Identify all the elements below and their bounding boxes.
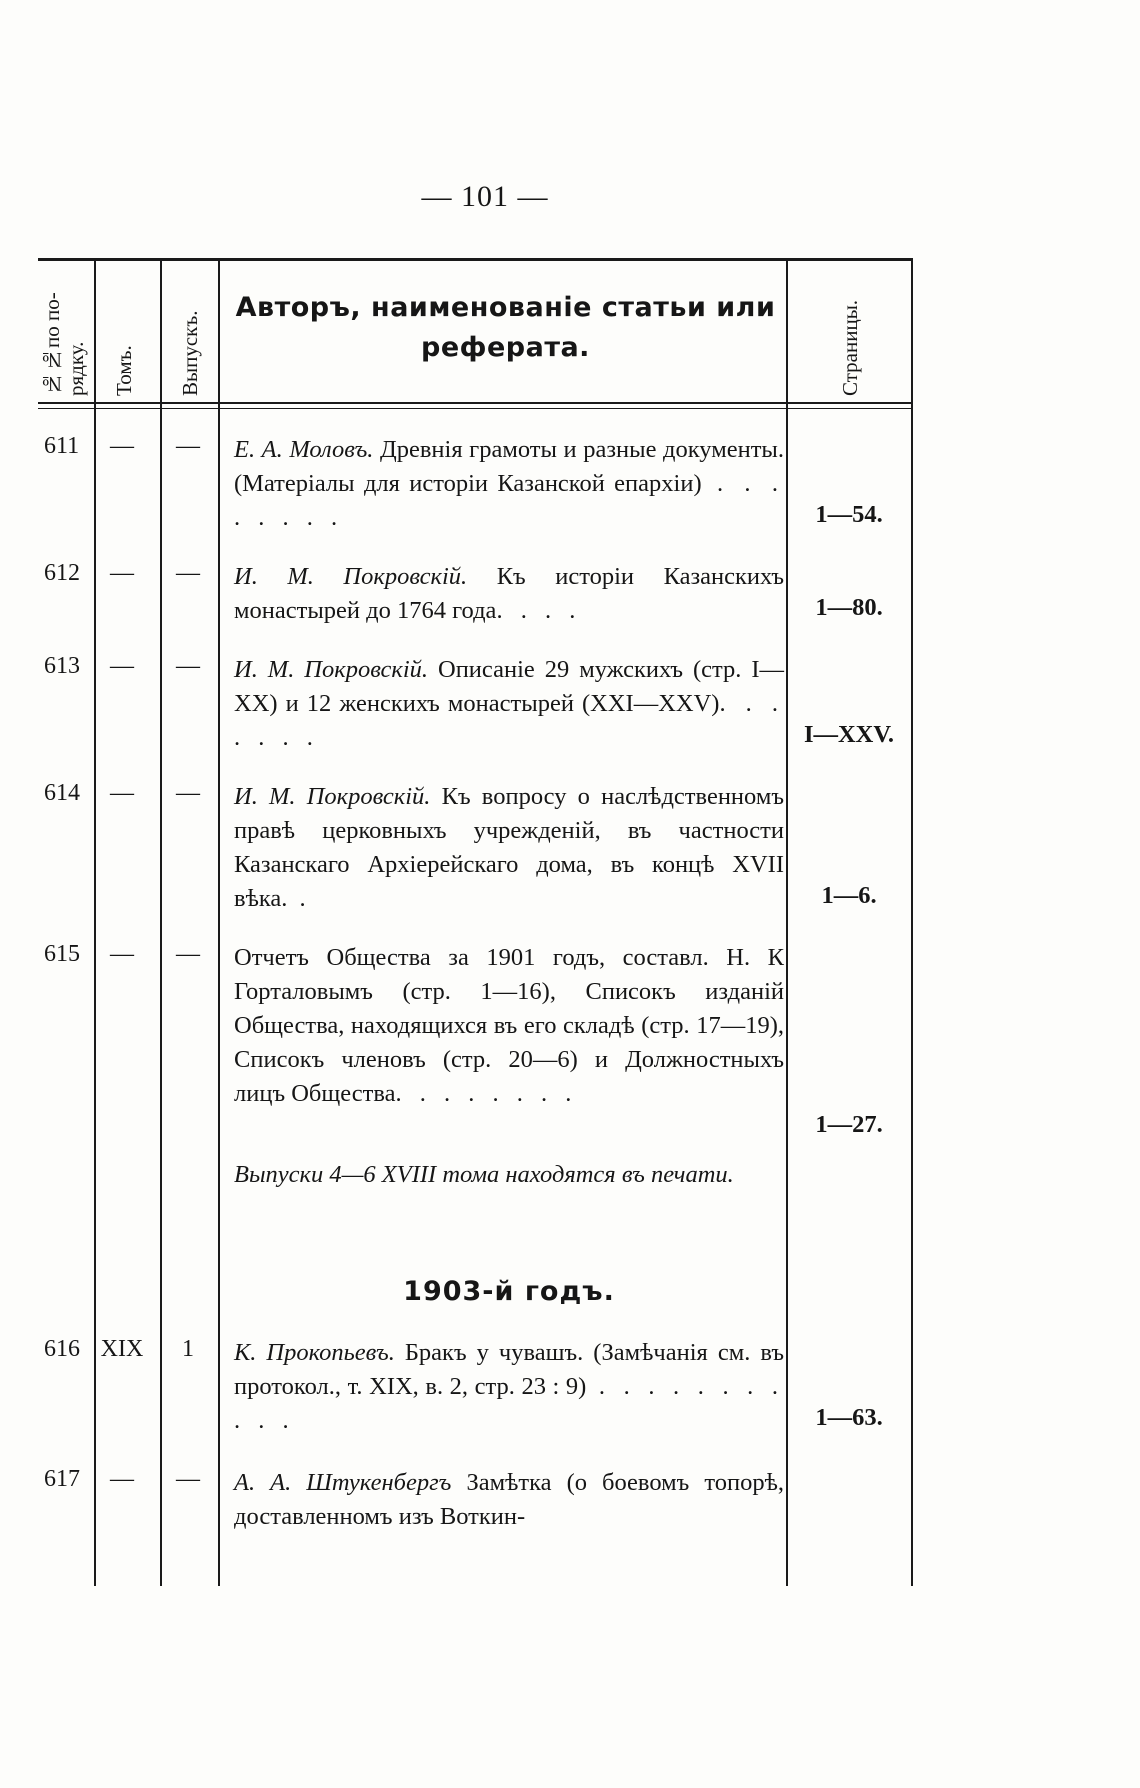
row-author: А. А. Штукенбергъ bbox=[234, 1469, 452, 1496]
row-volume: — bbox=[110, 1466, 134, 1492]
row-number: 614 bbox=[44, 780, 80, 806]
row-title: Бракъ у чувашъ. (Замѣчанія см. въ протокол., т. XIX, в. 2, стр. 23 : 9) bbox=[234, 1339, 784, 1400]
row-text bbox=[234, 433, 784, 535]
row-issue: — bbox=[176, 433, 200, 459]
header-issue: Выпускъ. bbox=[178, 310, 202, 396]
row-volume: — bbox=[110, 941, 134, 967]
row-author: И. М. Покровскій. bbox=[234, 783, 431, 810]
row-title: Описаніе 29 мужскихъ (стр. I—XX) и 12 женскихъ монастырей (XXI—XXV) bbox=[234, 656, 784, 717]
row-title: Къ исторіи Казанскихъ монастырей до 1764 года bbox=[234, 563, 784, 624]
row-volume: — bbox=[110, 433, 134, 459]
header-rule bbox=[38, 402, 913, 404]
row-number: 611 bbox=[44, 433, 80, 459]
col-divider-4 bbox=[786, 258, 788, 1586]
row-pages: 1—80. bbox=[815, 594, 883, 621]
row-issue: — bbox=[176, 1466, 200, 1492]
row-issue: — bbox=[176, 941, 200, 967]
col-divider-3 bbox=[218, 258, 220, 1586]
row-number: 616 bbox=[44, 1336, 80, 1362]
row-leader-dots: . . . . . . . . . . . bbox=[234, 1373, 784, 1434]
row-pages: 1—54. bbox=[815, 501, 883, 528]
row-text bbox=[234, 1466, 784, 1534]
row-number: 615 bbox=[44, 941, 80, 967]
row-volume: XIX bbox=[100, 1336, 144, 1362]
row-text bbox=[234, 941, 784, 1111]
header-pages: Страницы. bbox=[838, 299, 862, 396]
row-number: 613 bbox=[44, 653, 80, 679]
year-heading: 1903-й годъ. bbox=[403, 1276, 615, 1307]
row-text bbox=[234, 1336, 784, 1438]
row-leader-dots: . . . . . . . . bbox=[395, 1080, 578, 1107]
row-leader-dots: . . . . . . . . bbox=[234, 470, 785, 531]
top-rule bbox=[38, 258, 913, 261]
row-author: Е. А. Моловъ. bbox=[234, 436, 374, 463]
row-text bbox=[234, 780, 784, 916]
row-issue: — bbox=[176, 780, 200, 806]
row-number: 617 bbox=[44, 1466, 80, 1492]
row-text bbox=[234, 653, 784, 755]
header-title: Авторъ, наименованіе статьи или реферата. bbox=[235, 292, 776, 363]
note-in-press: Выпуски 4—6 XVIII тома находятся въ печати. bbox=[234, 1161, 734, 1188]
row-volume: — bbox=[110, 780, 134, 806]
index-table bbox=[38, 258, 913, 1586]
row-volume: — bbox=[110, 560, 134, 586]
row-pages: I—XXV. bbox=[803, 721, 895, 748]
row-text bbox=[234, 560, 784, 628]
page-number: — 101 — bbox=[421, 180, 549, 213]
row-pages: 1—63. bbox=[815, 1404, 883, 1431]
row-author: И. М. Покровскій. bbox=[234, 563, 468, 590]
header-volume: Томъ. bbox=[112, 345, 136, 396]
right-border bbox=[911, 258, 913, 1586]
row-issue: — bbox=[176, 560, 200, 586]
header-rule-2 bbox=[38, 408, 913, 409]
row-pages: 1—27. bbox=[815, 1111, 883, 1138]
row-author: К. Прокопьевъ. bbox=[234, 1339, 395, 1366]
row-number: 612 bbox=[44, 560, 80, 586]
row-leader-dots: . . . . bbox=[496, 597, 582, 624]
row-issue: 1 bbox=[182, 1336, 194, 1362]
header-number: №№по по- рядку. bbox=[40, 292, 88, 396]
row-leader-dots: . bbox=[287, 885, 312, 912]
row-title: Отчетъ Общества за 1901 годъ, составл. Н. К Горталовымъ (стр. 1—16), Списокъ изданій Общества, находящихся въ его складѣ (стр. 17—19), Списокъ членовъ (стр. 20—6) и Должностныхъ лицъ Общества bbox=[234, 944, 784, 1107]
row-title: Древнія грамоты и разные документы. (Матеріалы для исторіи Казанской епархіи) bbox=[234, 436, 784, 497]
row-leader-dots: . . . . . . . bbox=[234, 690, 784, 751]
row-title: Къ вопросу о наслѣдственномъ правѣ церковныхъ учрежденій, въ частности Казанскаго Архіерейскаго дома, въ концѣ XVII вѣка. bbox=[234, 783, 784, 912]
row-author: И. М. Покровскій. bbox=[234, 656, 429, 683]
row-issue: — bbox=[176, 653, 200, 679]
row-title: Замѣтка (о боевомъ топорѣ, доставленномъ изъ Воткин- bbox=[234, 1469, 784, 1530]
row-volume: — bbox=[110, 653, 134, 679]
row-pages: 1—6. bbox=[821, 882, 877, 909]
